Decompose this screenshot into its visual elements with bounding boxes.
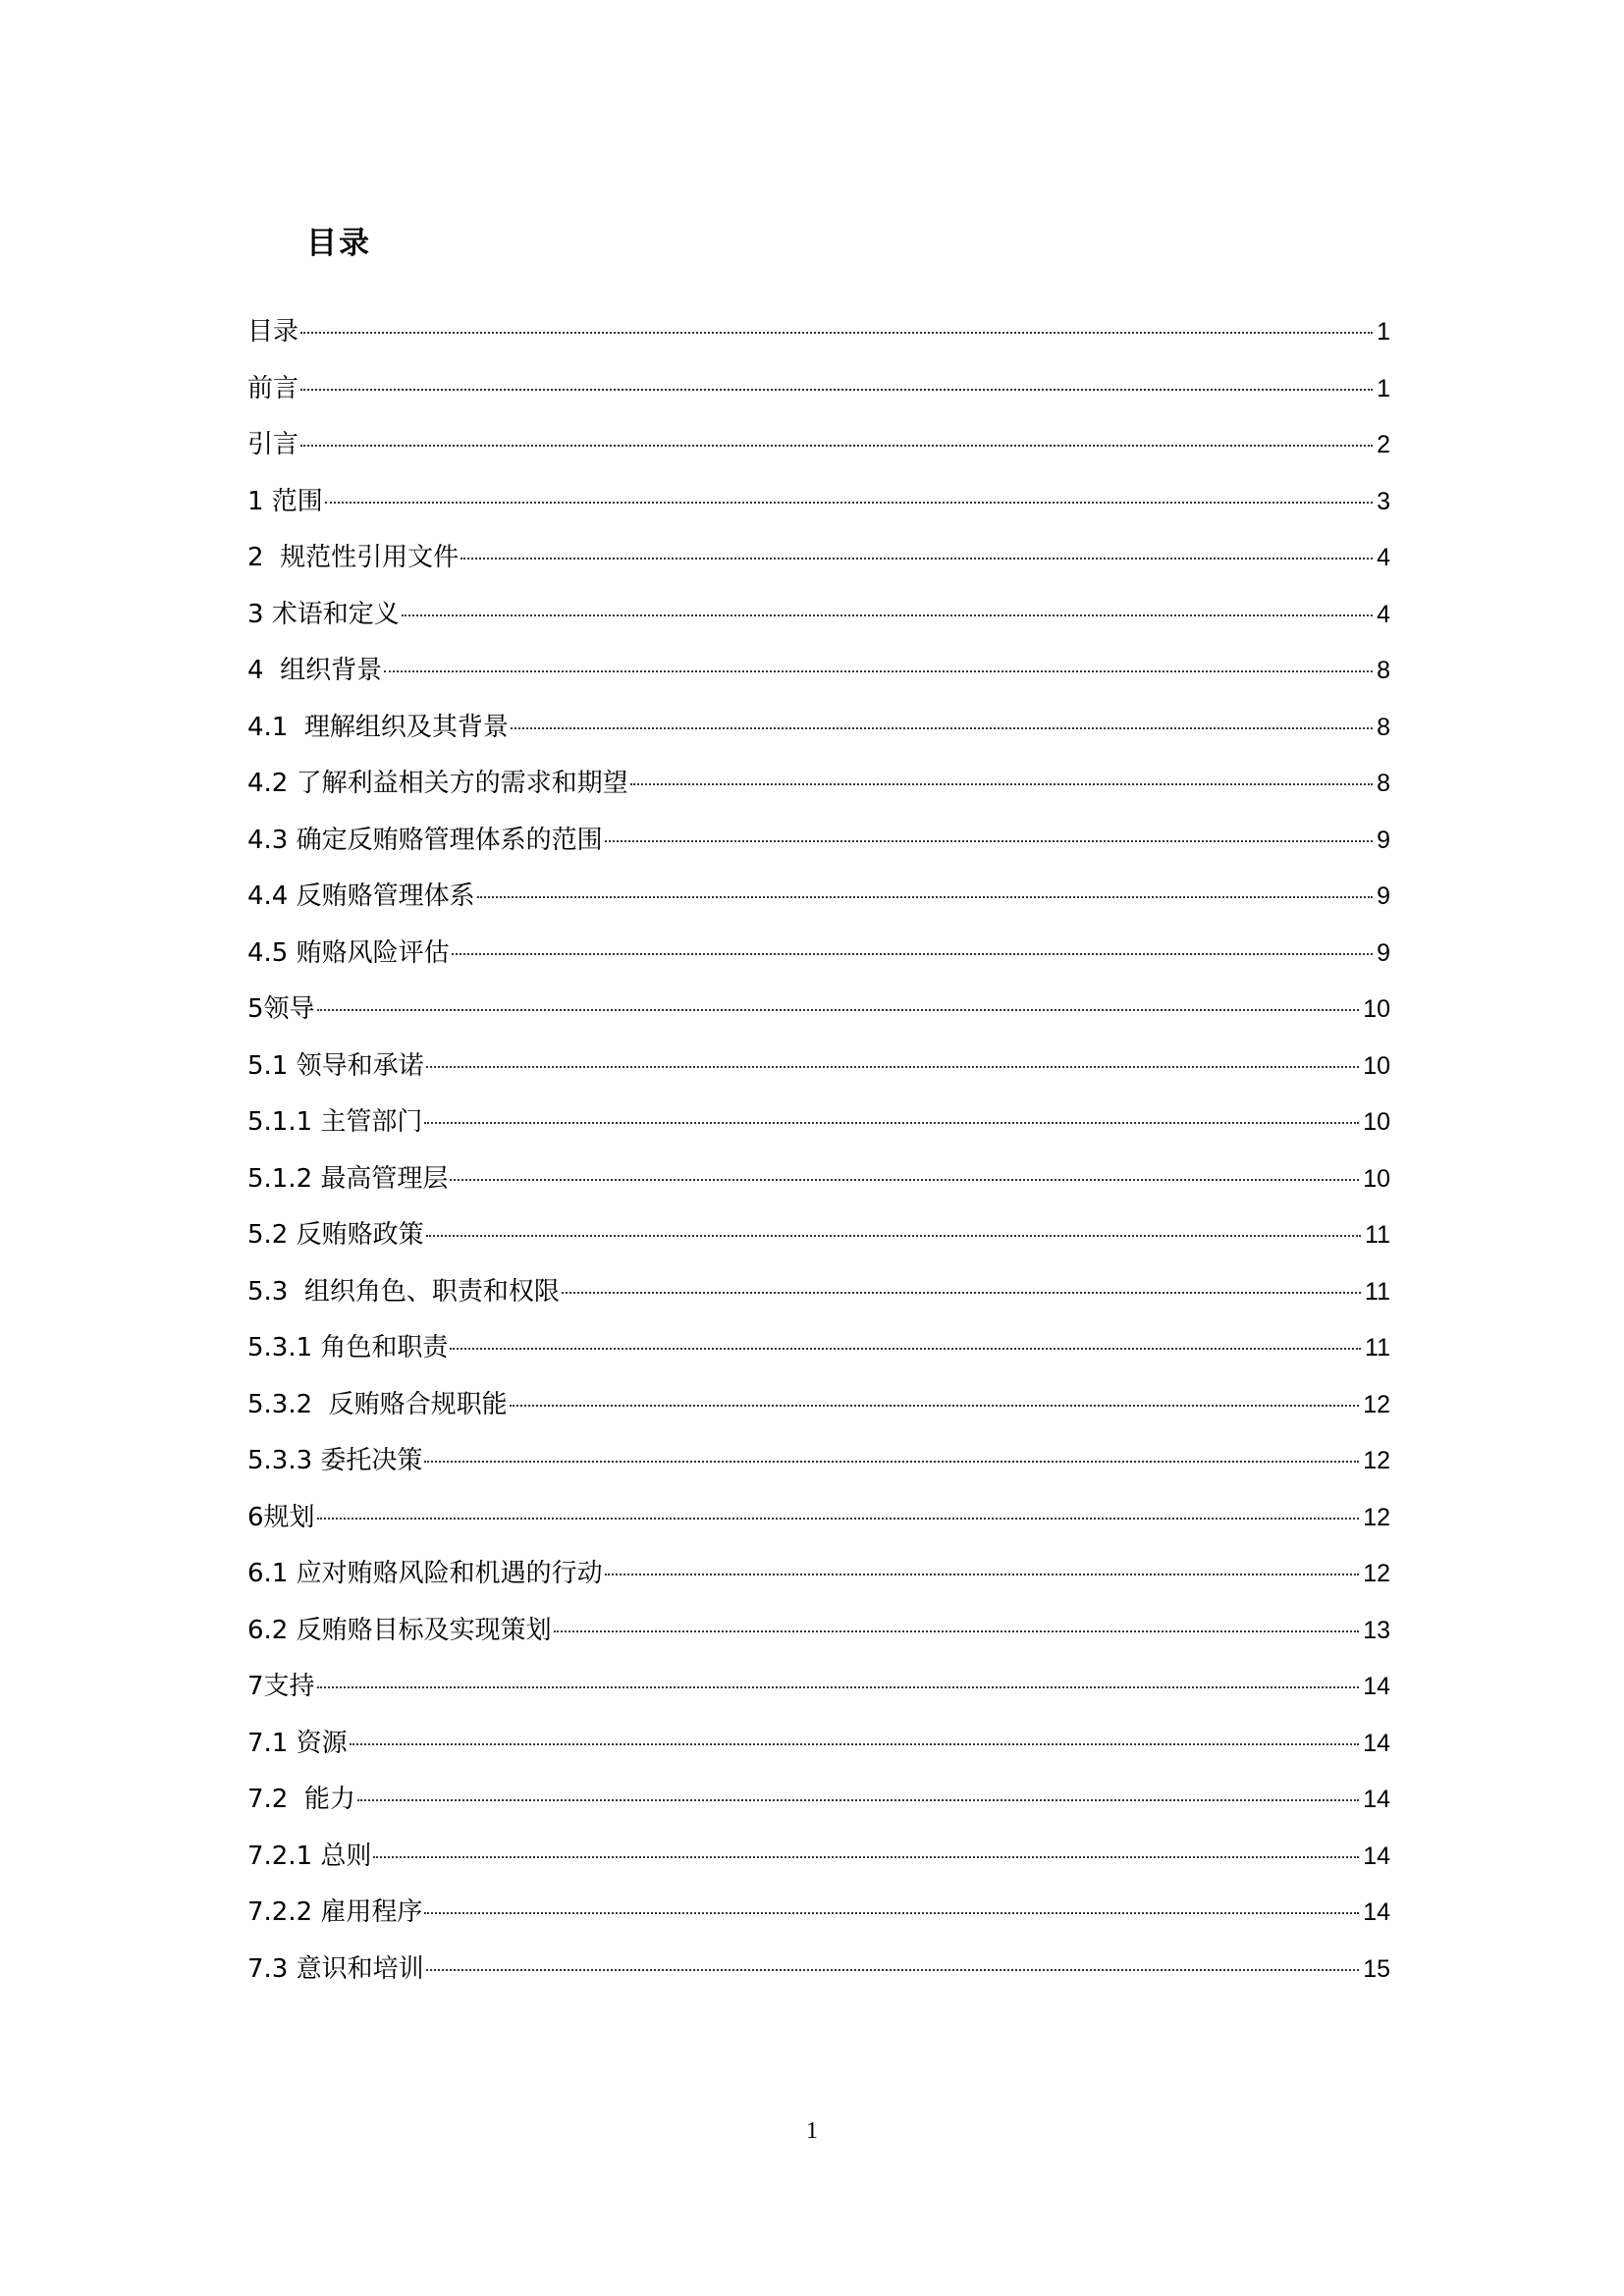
toc-entry-label: 7.1 资源	[247, 1728, 348, 1758]
toc-dot-leader	[350, 1743, 1360, 1745]
table-of-contents	[247, 312, 1390, 2005]
toc-entry-page: 3	[1377, 487, 1390, 515]
toc-dot-leader	[450, 1348, 1361, 1350]
toc-entry-label: 7.2.2 雇用程序	[247, 1897, 423, 1927]
toc-entry-label: 4.3 确定反贿赂管理体系的范围	[247, 825, 603, 855]
toc-entry-page: 8	[1377, 770, 1390, 797]
toc-dot-leader	[510, 1405, 1360, 1407]
toc-entry-page: 12	[1363, 1390, 1390, 1418]
toc-entry-label: 5.2 反贿赂政策	[247, 1220, 424, 1250]
toc-dot-leader	[373, 1856, 1359, 1858]
toc-entry-label: 前言	[247, 373, 299, 403]
toc-dot-leader	[426, 1235, 1361, 1237]
toc-entry-page: 11	[1365, 1334, 1390, 1362]
toc-entry-label: 目录	[247, 317, 299, 347]
toc-dot-leader	[630, 783, 1373, 785]
toc-entry[interactable]	[247, 1780, 1390, 1837]
toc-entry-page: 12	[1363, 1503, 1390, 1531]
toc-dot-leader	[384, 670, 1373, 672]
toc-entry-page: 1	[1377, 374, 1390, 402]
toc-entry-label: 5.3.1 角色和职责	[247, 1333, 449, 1362]
toc-entry[interactable]	[247, 369, 1390, 426]
toc-entry-label: 6.1 应对贿赂风险和机遇的行动	[247, 1559, 603, 1588]
toc-entry[interactable]	[247, 1498, 1390, 1555]
toc-entry[interactable]	[247, 1159, 1390, 1216]
toc-entry-label: 4.1 理解组织及其背景	[247, 712, 509, 742]
toc-entry[interactable]	[247, 1215, 1390, 1272]
toc-dot-leader	[562, 1292, 1361, 1294]
toc-entry[interactable]	[247, 538, 1390, 595]
toc-entry-label: 6规划	[247, 1502, 315, 1532]
toc-dot-leader	[460, 558, 1373, 560]
toc-entry-label: 4 组织背景	[247, 656, 383, 685]
toc-entry-page: 11	[1365, 1221, 1390, 1249]
toc-entry[interactable]	[247, 934, 1390, 990]
toc-dot-leader	[317, 1686, 1360, 1688]
toc-entry[interactable]	[247, 651, 1390, 708]
toc-dot-leader	[554, 1630, 1360, 1632]
toc-dot-leader	[325, 502, 1373, 504]
toc-dot-leader	[426, 1969, 1360, 1971]
toc-entry-label: 5.1 领导和承诺	[247, 1050, 424, 1081]
toc-entry-page: 14	[1363, 1673, 1390, 1700]
toc-entry-page: 2	[1377, 431, 1390, 458]
toc-dot-leader	[477, 896, 1373, 898]
toc-entry-page: 10	[1363, 1108, 1390, 1136]
toc-dot-leader	[357, 1799, 1359, 1801]
toc-dot-leader	[424, 1122, 1359, 1124]
toc-entry[interactable]	[247, 877, 1390, 934]
toc-entry[interactable]	[247, 1554, 1390, 1611]
toc-entry-label: 5.1.1 主管部门	[247, 1107, 423, 1137]
toc-entry-label: 2 规范性引用文件	[247, 543, 460, 572]
toc-entry-label: 4.4 反贿赂管理体系	[247, 881, 475, 911]
toc-entry-label: 引言	[247, 430, 299, 459]
toc-entry-label: 5领导	[247, 994, 315, 1024]
toc-entry[interactable]	[247, 425, 1390, 482]
toc-entry-page: 13	[1363, 1616, 1390, 1644]
toc-entry-label: 4.2 了解利益相关方的需求和期望	[247, 769, 628, 798]
toc-dot-leader	[300, 445, 1373, 447]
toc-entry-page: 14	[1363, 1729, 1390, 1757]
toc-dot-leader	[426, 1066, 1360, 1068]
toc-entry[interactable]	[247, 989, 1390, 1046]
toc-entry[interactable]	[247, 708, 1390, 765]
toc-entry-page: 11	[1365, 1277, 1390, 1306]
toc-entry-label: 7.2.1 总则	[247, 1841, 372, 1871]
toc-entry-page: 8	[1377, 657, 1390, 684]
toc-entry-label: 1 范围	[247, 486, 323, 516]
toc-dot-leader	[402, 614, 1373, 616]
toc-entry[interactable]	[247, 312, 1390, 369]
toc-dot-leader	[605, 840, 1373, 842]
toc-entry[interactable]	[247, 1667, 1390, 1724]
toc-dot-leader	[511, 727, 1373, 729]
toc-entry[interactable]	[247, 1102, 1390, 1159]
toc-entry[interactable]	[247, 1611, 1390, 1668]
toc-entry-page: 14	[1363, 1842, 1390, 1870]
toc-entry-page: 15	[1363, 1954, 1390, 1983]
toc-entry-label: 7.2 能力	[247, 1785, 355, 1814]
toc-dot-leader	[317, 1518, 1360, 1520]
toc-dot-leader	[424, 1461, 1359, 1463]
toc-dot-leader	[300, 332, 1373, 334]
toc-entry-page: 4	[1377, 600, 1390, 628]
page-number: 1	[806, 2118, 818, 2144]
toc-entry-label: 5.3 组织角色、职责和权限	[247, 1276, 560, 1307]
toc-entry-label: 3 术语和定义	[247, 599, 400, 629]
page-title: 目录	[306, 226, 371, 261]
toc-entry-page: 9	[1377, 882, 1390, 910]
toc-dot-leader	[300, 389, 1373, 391]
toc-entry-label: 6.2 反贿赂目标及实现策划	[247, 1615, 552, 1645]
toc-entry-label: 5.3.2 反贿赂合规职能	[247, 1389, 508, 1419]
toc-entry[interactable]	[247, 595, 1390, 652]
toc-entry[interactable]	[247, 1441, 1390, 1498]
toc-entry-label: 4.5 贿赂风险评估	[247, 937, 450, 968]
toc-entry-page: 14	[1363, 1898, 1390, 1926]
toc-entry[interactable]	[247, 1046, 1390, 1103]
toc-dot-leader	[424, 1912, 1359, 1914]
toc-entry-page: 12	[1363, 1560, 1390, 1587]
toc-entry-page: 9	[1377, 938, 1390, 967]
toc-entry-page: 10	[1363, 1051, 1390, 1080]
toc-entry-page: 12	[1363, 1447, 1390, 1474]
toc-entry[interactable]	[247, 1724, 1390, 1781]
toc-entry-page: 14	[1363, 1786, 1390, 1813]
toc-entry[interactable]	[247, 821, 1390, 878]
toc-entry-label: 7支持	[247, 1672, 315, 1701]
toc-dot-leader	[317, 1009, 1360, 1011]
toc-dot-leader	[605, 1574, 1360, 1575]
toc-entry-page: 9	[1377, 826, 1390, 854]
toc-entry-label: 5.1.2 最高管理层	[247, 1163, 449, 1194]
toc-entry[interactable]	[247, 1328, 1390, 1385]
toc-dot-leader	[452, 953, 1373, 955]
toc-entry[interactable]	[247, 482, 1390, 539]
toc-entry[interactable]	[247, 764, 1390, 821]
toc-entry-page: 10	[1363, 995, 1390, 1023]
toc-entry[interactable]	[247, 1893, 1390, 1949]
toc-entry-page: 8	[1377, 713, 1390, 741]
toc-entry-label: 5.3.3 委托决策	[247, 1446, 423, 1475]
toc-entry-page: 1	[1377, 318, 1390, 346]
toc-entry-label: 7.3 意识和培训	[247, 1953, 424, 1984]
toc-dot-leader	[450, 1179, 1359, 1181]
toc-entry-page: 10	[1363, 1164, 1390, 1193]
toc-entry[interactable]	[247, 1272, 1390, 1329]
toc-entry[interactable]	[247, 1949, 1390, 2006]
toc-entry[interactable]	[247, 1837, 1390, 1894]
toc-entry[interactable]	[247, 1385, 1390, 1442]
toc-entry-page: 4	[1377, 544, 1390, 571]
